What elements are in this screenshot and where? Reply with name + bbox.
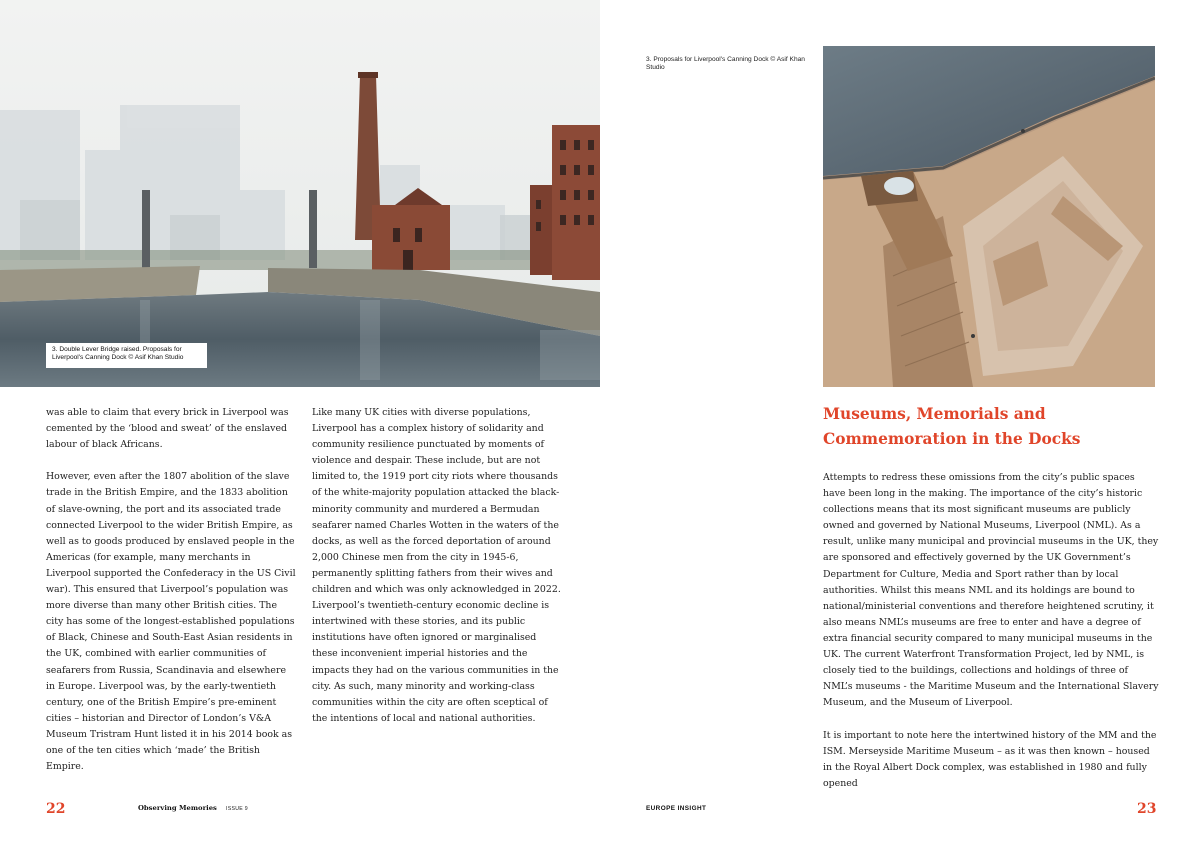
body-column-2 — [312, 405, 564, 727]
paragraph: was able to claim that every brick in Liverpool was cemented by the ‘blood and sweat’ of the enslaved labour of black Africans. — [46, 407, 289, 451]
footer-brand: EUROPE INSIGHT — [646, 805, 707, 812]
paragraph: It is important to note here the intertwined history of the MM and the ISM. Merseyside Maritime Museum – as it was then known – housed in the Royal Albert Dock complex, was established in 1980 and fully opened — [823, 729, 1157, 789]
page-number-left: 22 — [46, 801, 66, 817]
paragraph: Like many UK cities with diverse populations, Liverpool has a complex history of solidarity and community resilience punctuated by moments of violence and despair. These include, but are not limited to, the 1919 port city riots where thousands of the white-majority population attacked the black-minority community and murdered a Bermudan seafarer named Charles Wotten in the waters of the docks, as well as the forced deportation of around 2,000 Chinese men from the city in 1945-6, permanently splitting fathers from their wives and children and which was only acknowledged in 2022. Liverpool’s twentieth-century economic decline is intertwined with these stories, and its public institutions have often ignored or marginalised these inconvenient imperial histories and the impacts they had on the various communities in the city. As such, many minority and working-class communities within the city are often sceptical of the intentions of local and national authorities. — [312, 407, 561, 724]
paragraph: However, even after the 1807 abolition of the slave trade in the British Empire, and the 1833 abolition of slave-owning, the port and its associated trade connected Liverpool to the wider British Empire, as well as to goods produced by enslaved people in the Americas (for example, many merchants in Liverpool supported the Confederacy in the US Civil war). This ensured that Liverpool’s population was more diverse than many other British cities. The city has some of the longest-established populations of Black, Chinese and South-East Asian residents in the UK, combined with earlier communities of seafarers from Russia, Scandinavia and elsewhere in Europe. Liverpool was, by the early-twentieth century, one of the British Empire’s pre-eminent cities – historian and Director of London’s V&A Museum Tristram Hunt listed it in his 2014 book as one of the ten cities which ‘made’ the British Empire. — [46, 471, 296, 773]
dock-photo — [0, 0, 600, 387]
dock-proposal-render — [823, 46, 1155, 387]
page-number-right: 23 — [1137, 801, 1157, 817]
section-heading: Museums, Memorials and Commemoration in the Docks — [823, 405, 1081, 448]
photo-caption-right: 3. Proposals for Liverpool's Canning Dock © Asif Khan Studio — [646, 56, 805, 71]
paragraph: Attempts to redress these omissions from the city’s public spaces have been long in the making. The importance of the city’s historic collections means that its most significant museums are publicly owned and governed by National Museums, Liverpool (NML). As a result, unlike many municipal and provincial museums in the UK, they are sponsored and effectively governed by the UK Government’s Department for Culture, Media and Sport rather than by local authorities. Whilst this means NML and its holdings are bound to national/ministerial conventions and therefore heightened scrutiny, it also means NML’s museums are free to enter and have a degree of extra financial security compared to many municipal museums in the UK. The current Waterfront Transformation Project, led by NML, is closely tied to the buildings, collections and holdings of three of NML’s museums - the Maritime Museum and the International Slavery Museum, and the Museum of Liverpool. — [823, 472, 1159, 709]
photo-caption-left: 3. Double Lever Bridge raised. Proposals for Liverpool's Canning Dock © Asif Khan Studio — [46, 343, 207, 368]
body-column-3 — [823, 470, 1159, 792]
footer-publication-title: Observing Memories — [138, 804, 217, 812]
body-column-1 — [46, 405, 296, 775]
footer-issue-label: ISSUE 9 — [226, 806, 248, 812]
